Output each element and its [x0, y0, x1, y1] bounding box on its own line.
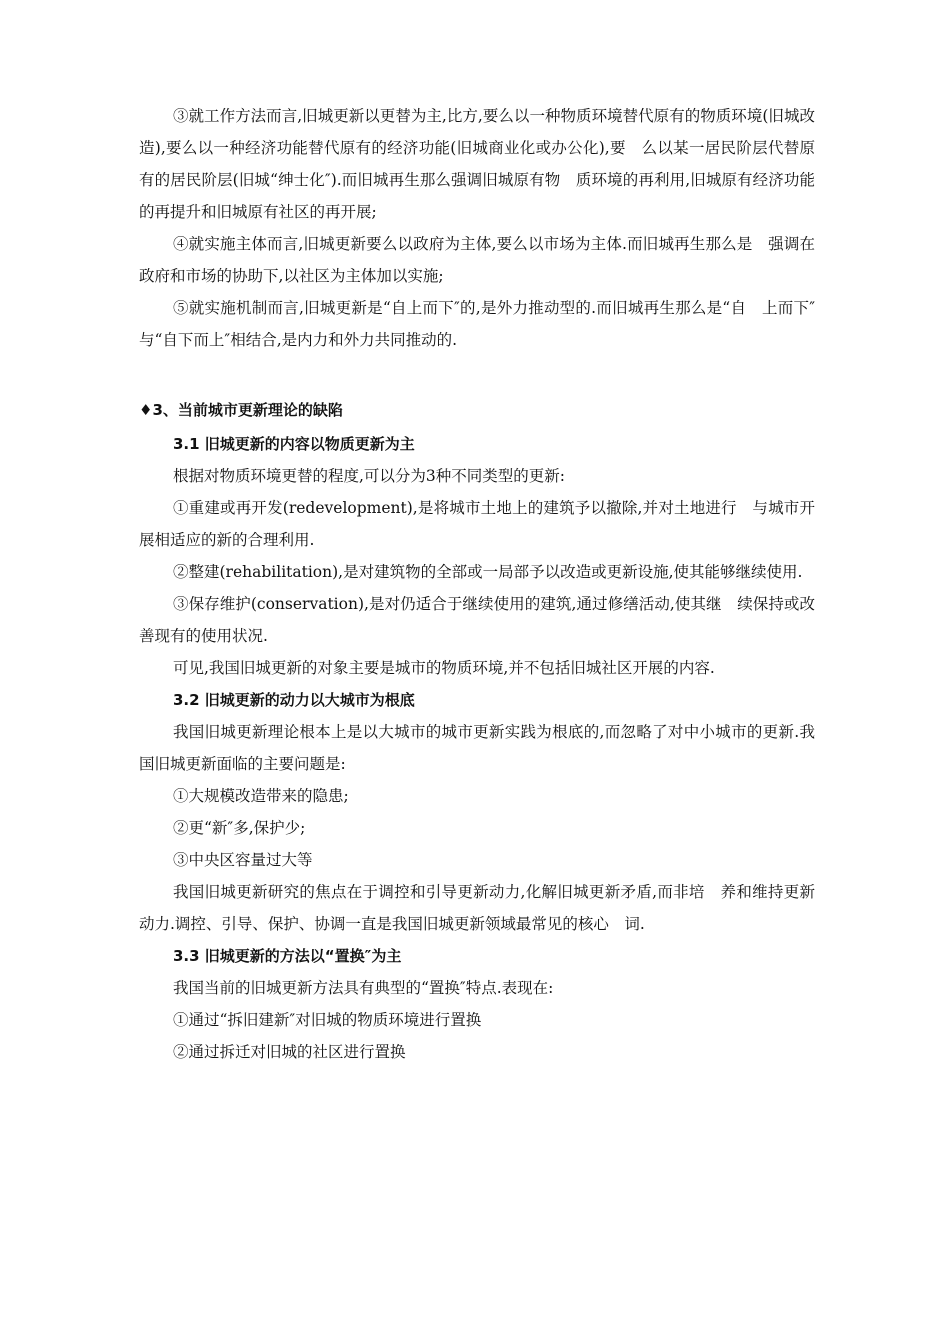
- paragraph-conservation: ③保存维护(conservation),是对仍适合于继续使用的建筑,通过修缮活动,使其继 续保持或改善现有的使用状况.: [139, 595, 815, 645]
- subsection-heading-3-2: 3.2 旧城更新的动力以大城市为根底: [173, 691, 415, 709]
- list-item-demolish-rebuild: ①通过“拆旧建新″对旧城的物质环境进行置换: [173, 1011, 482, 1029]
- paragraph-work-method: ③就工作方法而言,旧城更新以更替为主,比方,要么以一种物质环境替代原有的物质环境(旧城改造),要么以一种经济功能替代原有的经济功能(旧城商业化或办公化),要 么以某一居民阶层代替原有的居民阶层(旧城“绅士化″).而旧城再生那么强调旧城原有物 质环境的再利用,旧城原有经济功能的再提升和旧城原有社区的再开展;: [139, 107, 815, 221]
- paragraph-3-2-conclusion: 我国旧城更新研究的焦点在于调控和引导更新动力,化解旧城更新矛盾,而非培 养和维持更新动力.调控、引导、保护、协调一直是我国旧城更新领域最常见的核心 词.: [139, 883, 815, 933]
- subsection-heading-3-3: 3.3 旧城更新的方法以“置换″为主: [173, 947, 402, 965]
- list-item-more-new: ②更“新″多,保护少;: [173, 819, 306, 837]
- document-body: [139, 100, 815, 1068]
- list-item-large-scale: ①大规模改造带来的隐患;: [173, 787, 349, 805]
- section-heading-3: ♦3、当前城市更新理论的缺陷: [139, 401, 343, 419]
- paragraph-redevelopment: ①重建或再开发(redevelopment),是将城市土地上的建筑予以撤除,并对土地进行 与城市开展相适应的新的合理利用.: [139, 499, 815, 549]
- paragraph-implementing-subject: ④就实施主体而言,旧城更新要么以政府为主体,要么以市场为主体.而旧城再生那么是 强调在政府和市场的协助下,以社区为主体加以实施;: [139, 235, 815, 285]
- list-item-central-capacity: ③中央区容量过大等: [173, 851, 313, 869]
- subsection-heading-3-1: 3.1 旧城更新的内容以物质更新为主: [173, 435, 415, 453]
- paragraph-rehabilitation: ②整建(rehabilitation),是对建筑物的全部或一局部予以改造或更新设施,使其能够继续使用.: [173, 563, 803, 581]
- list-item-relocation: ②通过拆迁对旧城的社区进行置换: [173, 1043, 406, 1061]
- section-spacer: [139, 356, 815, 394]
- paragraph-3-1-intro: 根据对物质环境更替的程度,可以分为3种不同类型的更新:: [173, 467, 566, 485]
- paragraph-3-2-intro: 我国旧城更新理论根本上是以大城市的城市更新实践为根底的,而忽略了对中小城市的更新.我国旧城更新面临的主要问题是:: [139, 723, 815, 773]
- paragraph-3-1-conclusion: 可见,我国旧城更新的对象主要是城市的物质环境,并不包括旧城社区开展的内容.: [173, 659, 715, 677]
- paragraph-implementing-mechanism: ⑤就实施机制而言,旧城更新是“自上而下″的,是外力推动型的.而旧城再生那么是“自 上而下″与“自下而上″相结合,是内力和外力共同推动的.: [139, 299, 815, 349]
- paragraph-3-3-intro: 我国当前的旧城更新方法具有典型的“置换″特点.表现在:: [173, 979, 554, 997]
